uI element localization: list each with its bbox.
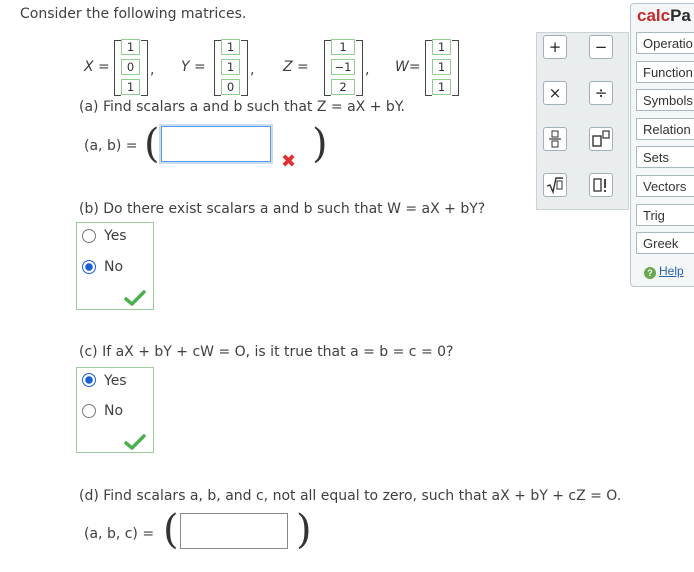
calcpad-category-trig[interactable]: Trig	[636, 204, 694, 226]
matrix-z-entry-3: 2	[331, 79, 355, 95]
help-label: Help	[659, 264, 684, 278]
exponent-button[interactable]	[589, 127, 613, 151]
part-c-option-yes-label[interactable]: Yes	[104, 373, 127, 389]
matrix-y-left-bracket	[214, 40, 221, 96]
part-c-prompt: (c) If aX + bY + cW = O, is it true that a = b = c = 0?	[79, 344, 454, 360]
part-a-left-paren: (	[144, 121, 160, 167]
part-d-answer-input[interactable]	[180, 513, 288, 549]
calcpad-category-symbols[interactable]: Symbols	[636, 89, 694, 111]
matrix-y-right-bracket	[241, 40, 248, 96]
fraction-button[interactable]	[543, 127, 567, 151]
matrix-z-entry-2: −1	[331, 59, 355, 75]
matrix-separator: ,	[150, 62, 155, 78]
part-b-correct-icon	[124, 290, 146, 306]
calcpad-category-greek[interactable]: Greek	[636, 232, 694, 254]
matrix-w-entry-2: 1	[432, 59, 451, 75]
part-d-left-paren: (	[163, 507, 179, 553]
part-a-answer-label: (a, b) =	[84, 138, 138, 154]
calcpad-category-sets[interactable]: Sets	[636, 146, 694, 168]
calcpad-category-functions[interactable]: Function	[636, 61, 694, 83]
fraction-icon	[548, 130, 562, 148]
calcpad-title: calcPa	[637, 6, 691, 25]
matrix-w-left-bracket	[425, 40, 432, 96]
matrix-y-entry-3: 0	[221, 79, 240, 95]
matrix-w-entry-1: 1	[432, 39, 451, 55]
part-d-answer-label: (a, b, c) =	[84, 526, 155, 542]
matrix-z-left-bracket	[324, 40, 331, 96]
calcpad-category-vectors[interactable]: Vectors	[636, 175, 694, 197]
matrix-y-entry-2: 1	[221, 59, 240, 75]
matrix-w-right-bracket	[452, 40, 459, 96]
matrix-separator: ,	[365, 62, 370, 78]
matrix-z-entry-1: 1	[331, 39, 355, 55]
matrix-x-entry-2: 0	[121, 59, 140, 75]
matrix-separator: ,	[250, 62, 255, 78]
matrix-x-entry-1: 1	[121, 39, 140, 55]
part-b-option-no-label[interactable]: No	[104, 259, 124, 275]
part-d-right-paren: )	[296, 507, 312, 553]
divide-button[interactable]: ÷	[589, 81, 613, 105]
matrix-x-entry-3: 1	[121, 79, 140, 95]
matrix-x-right-bracket	[141, 40, 148, 96]
part-b-prompt: (b) Do there exist scalars a and b such that W = aX + bY?	[79, 201, 486, 217]
part-c-option-no-radio[interactable]	[82, 404, 96, 418]
part-a-prompt: (a) Find scalars a and b such that Z = aX + bY.	[79, 99, 405, 115]
factorial-button[interactable]	[589, 173, 613, 197]
part-c-option-yes-radio[interactable]	[82, 373, 96, 387]
matrix-z-right-bracket	[356, 40, 363, 96]
matrix-y-entry-1: 1	[221, 39, 240, 55]
part-b-option-yes-label[interactable]: Yes	[104, 228, 127, 244]
sqrt-icon	[546, 176, 564, 194]
matrix-x-label: X =	[84, 59, 110, 75]
factorial-icon	[592, 176, 610, 194]
incorrect-icon: ✖	[281, 151, 297, 172]
part-b-option-yes-radio[interactable]	[82, 229, 96, 243]
plus-button[interactable]: +	[543, 35, 567, 59]
multiply-button[interactable]: ×	[543, 81, 567, 105]
part-c-option-no-label[interactable]: No	[104, 403, 124, 419]
calcpad-category-relations[interactable]: Relation	[636, 118, 694, 140]
part-d-prompt: (d) Find scalars a, b, and c, not all equal to zero, such that aX + bY + cZ = O.	[79, 488, 622, 504]
matrix-x-left-bracket	[114, 40, 121, 96]
part-a-right-paren: )	[312, 121, 328, 167]
matrix-w-label: W=	[395, 59, 421, 75]
calcpad-help-link[interactable]	[644, 264, 684, 279]
part-a-answer-input[interactable]	[161, 126, 271, 162]
part-b-option-no-radio[interactable]	[82, 260, 96, 274]
sqrt-button[interactable]	[543, 173, 567, 197]
minus-button[interactable]: −	[589, 35, 613, 59]
help-icon: ?	[644, 267, 656, 279]
question-intro: Consider the following matrices.	[20, 6, 247, 22]
part-c-correct-icon	[124, 434, 146, 450]
matrix-w-entry-3: 1	[432, 79, 451, 95]
matrix-z-label: Z =	[283, 59, 309, 75]
calcpad-category-operations[interactable]: Operatio	[636, 32, 694, 54]
exponent-icon	[592, 130, 610, 148]
matrix-y-label: Y =	[181, 59, 206, 75]
